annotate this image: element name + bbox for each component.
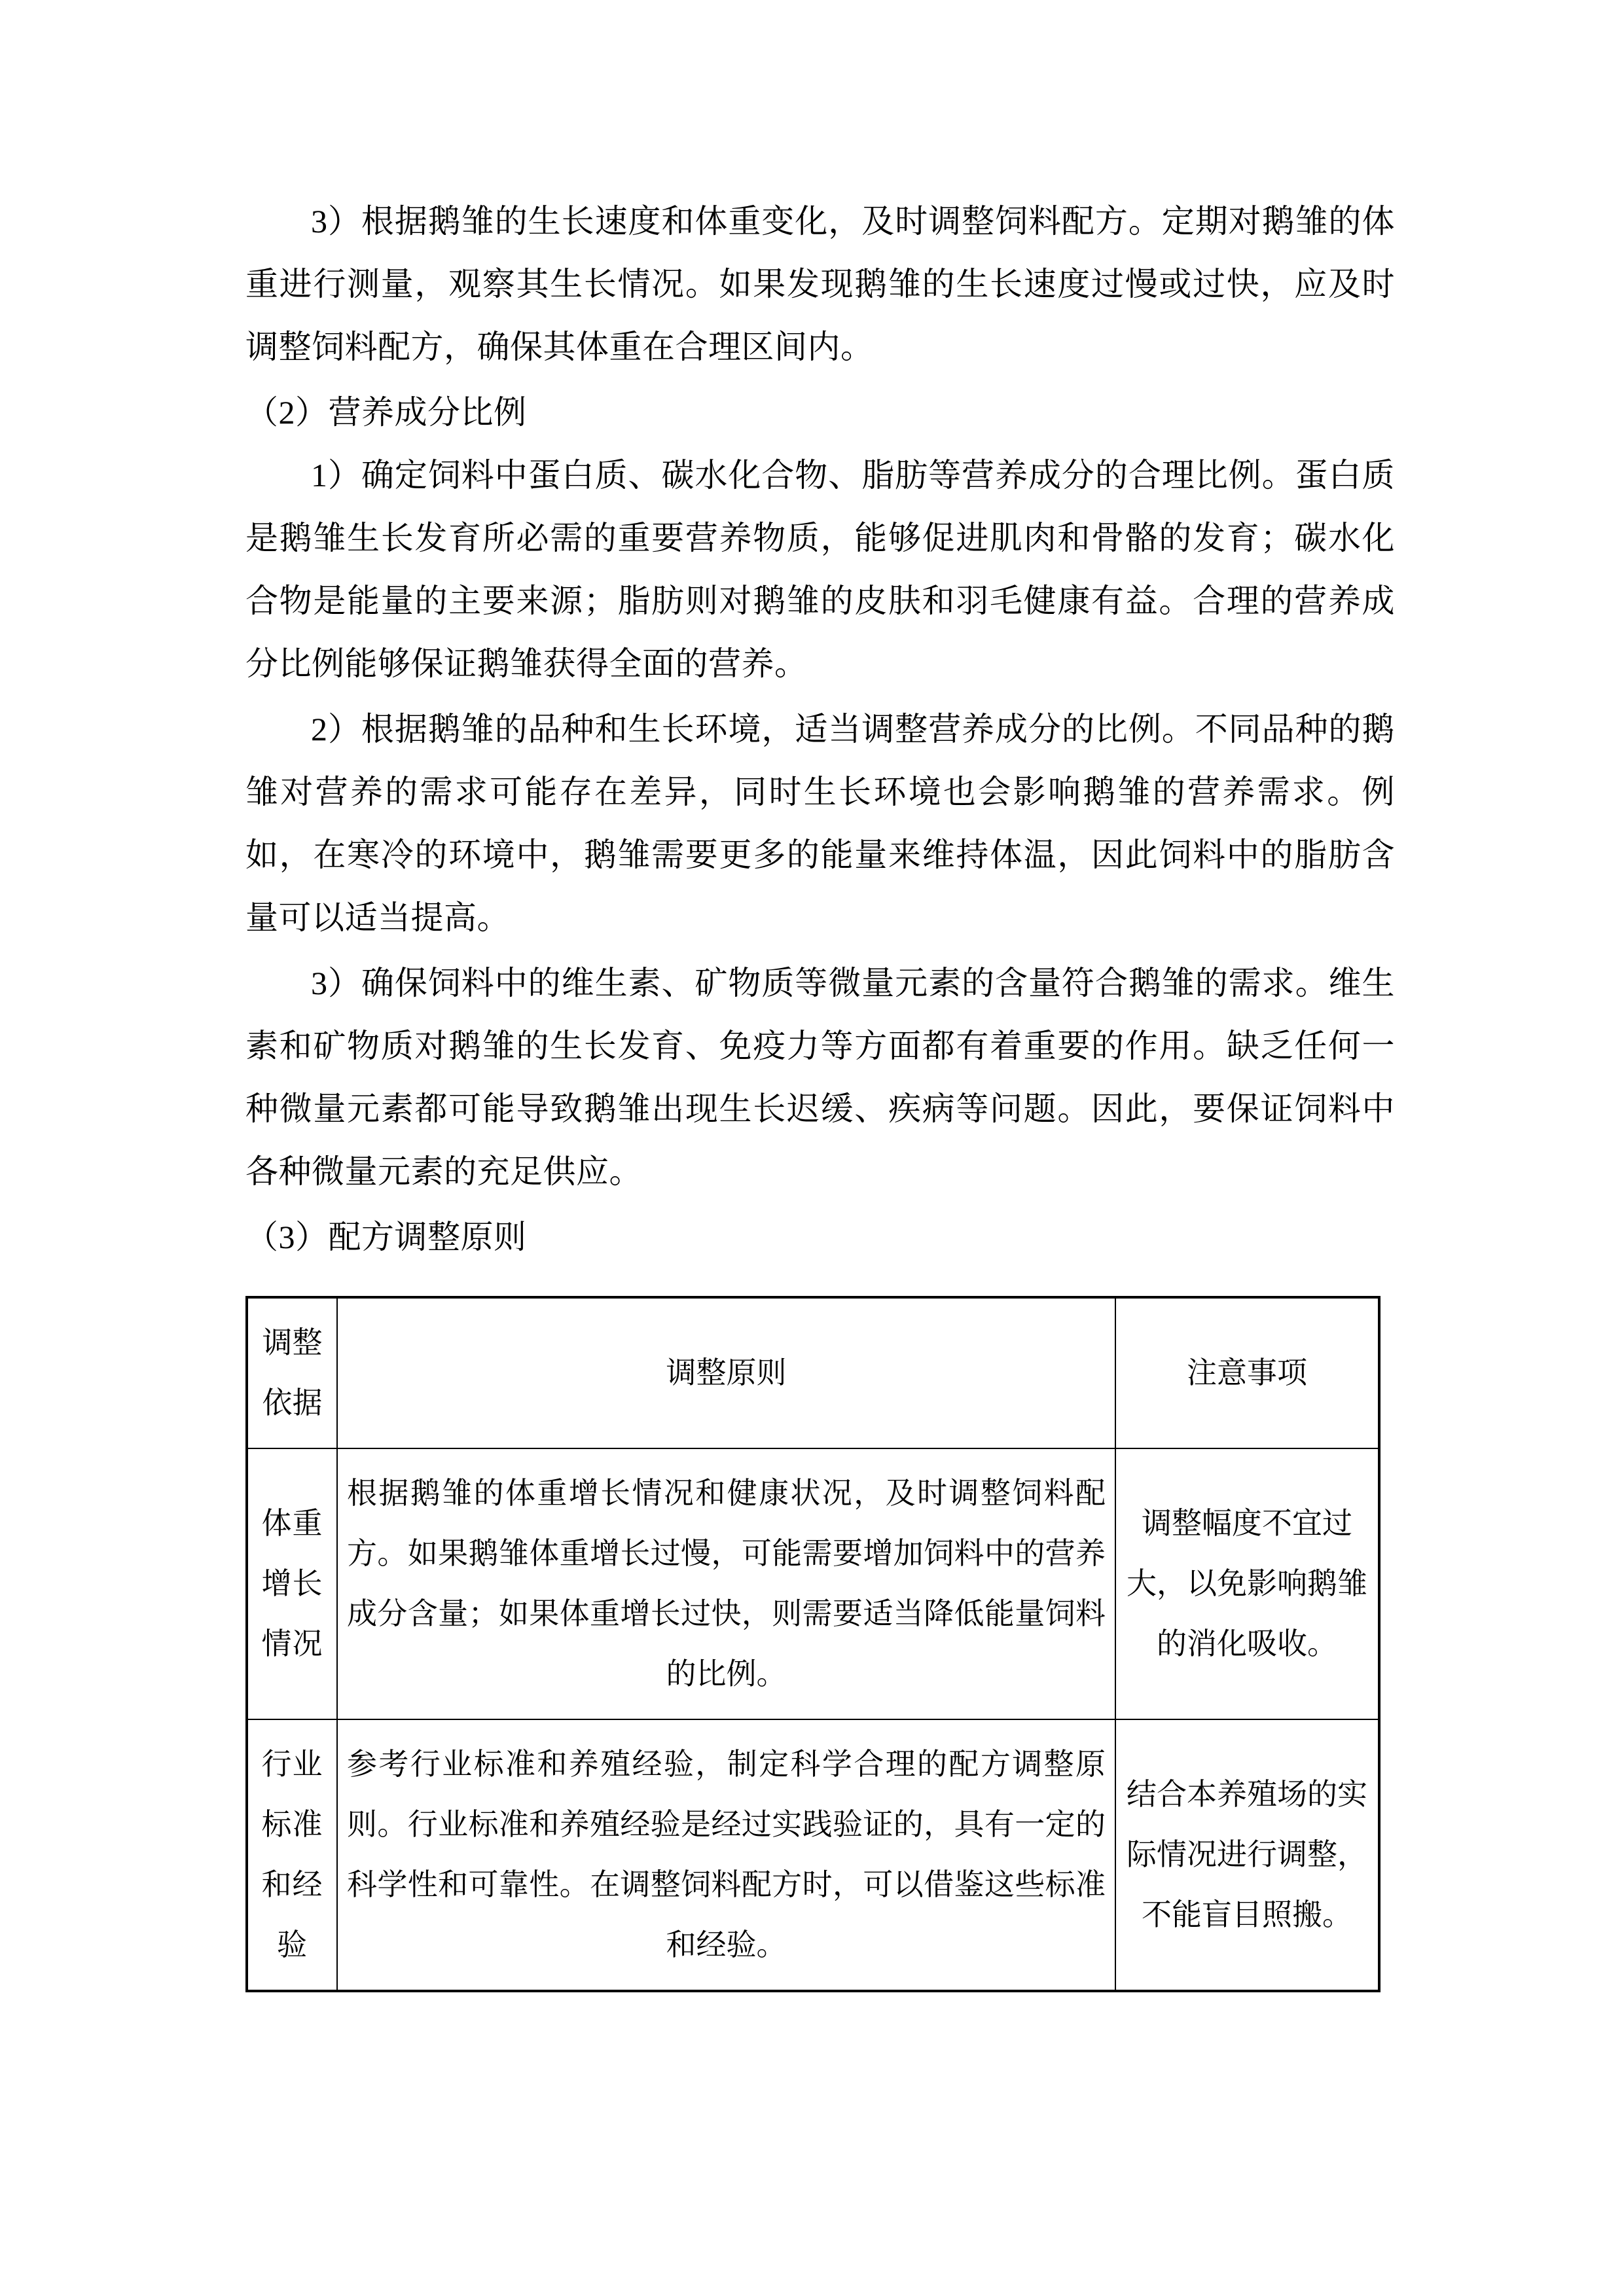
paragraph-trace-elements: 3）确保饲料中的维生素、矿物质等微量元素的含量符合鹅雏的需求。维生素和矿物质对鹅雏的生长发育、免疫力等方面都有着重要的作用。缺乏任何一种微量元素都可能导致鹅雏出现生长迟缓、疾病等问题。因此，要保证饲料中各种微量元素的充足供应。 xyxy=(245,965,1395,1190)
table-cell-principle-industry-standard: 参考行业标准和养殖经验，制定科学合理的配方调整原则。行业标准和养殖经验是经过实践验证的，具有一定的科学性和可靠性。在调整饲料配方时，可以借鉴这些标准和经验。 xyxy=(337,1719,1115,1991)
table-header-row xyxy=(247,1297,1379,1448)
table-header-principle: 调整原则 xyxy=(337,1297,1115,1448)
heading-formula-adjustment-principles: （3）配方调整原则 xyxy=(245,1219,527,1255)
table-container xyxy=(245,1296,1378,1992)
heading-nutrient-composition-ratio: （2）营养成分比例 xyxy=(245,394,527,431)
formula-adjustment-principles-table xyxy=(245,1296,1380,1992)
table-row xyxy=(247,1719,1379,1991)
table-cell-principle-weight-growth: 根据鹅雏的体重增长情况和健康状况，及时调整饲料配方。如果鹅雏体重增长过慢，可能需要增加饲料中的营养成分含量；如果体重增长过快，则需要适当降低能量饲料的比例。 xyxy=(337,1448,1115,1719)
paragraph-nutrient-ratio-definition: 1）确定饲料中蛋白质、碳水化合物、脂肪等营养成分的合理比例。蛋白质是鹅雏生长发育所必需的重要营养物质，能够促进肌肉和骨骼的发育；碳水化合物是能量的主要来源；脂肪则对鹅雏的皮肤和羽毛健康有益。合理的营养成分比例能够保证鹅雏获得全面的营养。 xyxy=(245,457,1395,682)
paragraph-breed-and-environment: 2）根据鹅雏的品种和生长环境，适当调整营养成分的比例。不同品种的鹅雏对营养的需求可能存在差异，同时生长环境也会影响鹅雏的营养需求。例如，在寒冷的环境中，鹅雏需要更多的能量来维持体温，因此饲料中的脂肪含量可以适当提高。 xyxy=(245,711,1395,936)
table-header-basis: 调整依据 xyxy=(247,1297,337,1448)
paragraph-growth-rate-adjustment: 3）根据鹅雏的生长速度和体重变化，及时调整饲料配方。定期对鹅雏的体重进行测量，观察其生长情况。如果发现鹅雏的生长速度过慢或过快，应及时调整饲料配方，确保其体重在合理区间内。 xyxy=(245,203,1395,365)
table-row xyxy=(247,1448,1379,1719)
table-header-notes: 注意事项 xyxy=(1115,1297,1379,1448)
table-cell-note-weight-growth: 调整幅度不宜过大，以免影响鹅雏的消化吸收。 xyxy=(1115,1448,1379,1719)
table-cell-basis-weight-growth: 体重增长情况 xyxy=(247,1448,337,1719)
table-cell-basis-industry-standard: 行业标准和经验 xyxy=(247,1719,337,1991)
table-cell-note-industry-standard: 结合本养殖场的实际情况进行调整，不能盲目照搬。 xyxy=(1115,1719,1379,1991)
